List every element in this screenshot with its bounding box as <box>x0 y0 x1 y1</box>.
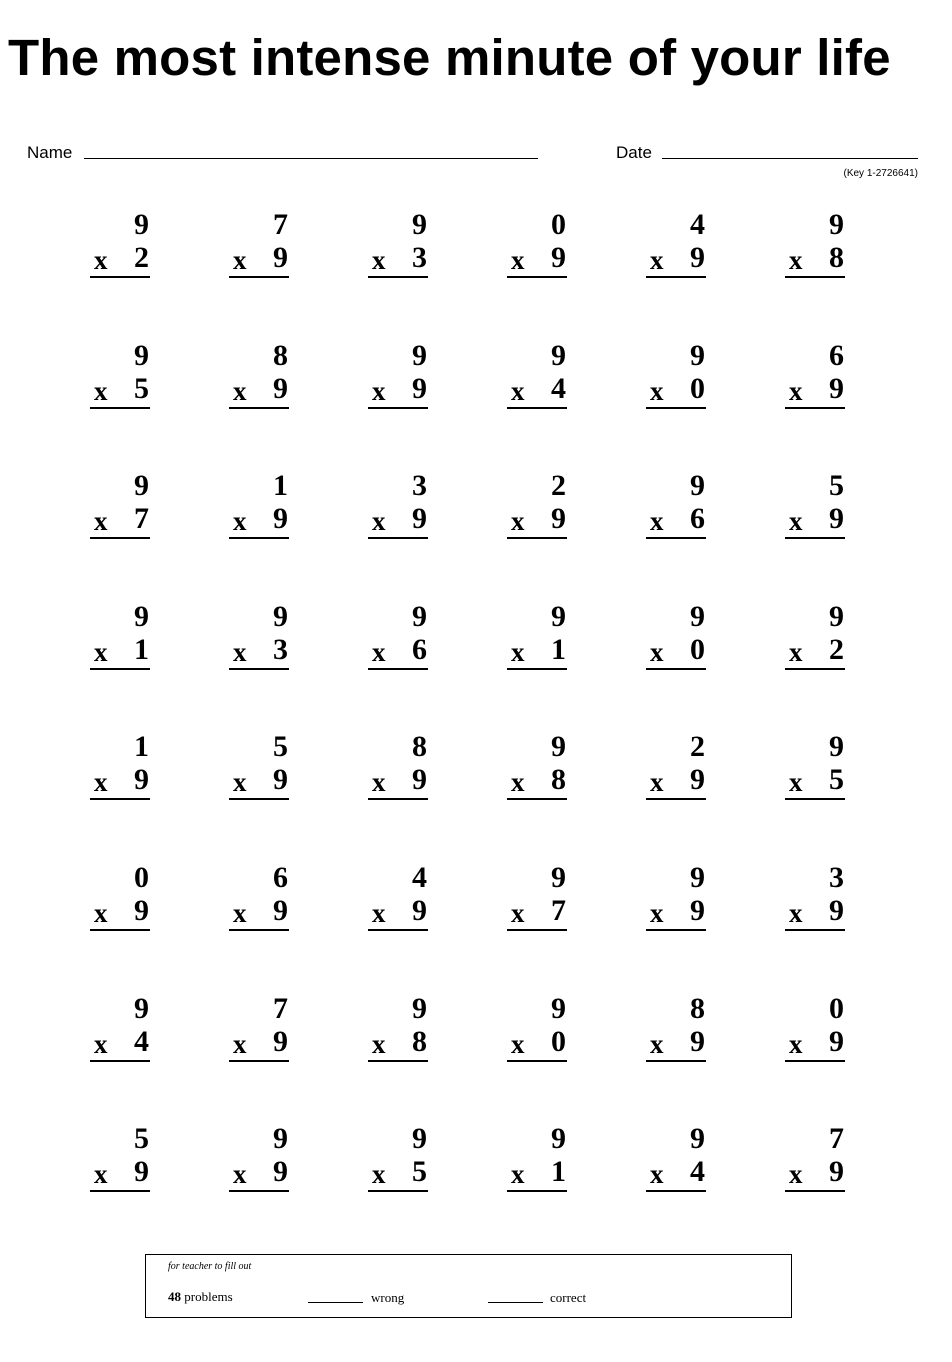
multiplier: 5 <box>134 371 149 405</box>
times-sign: x <box>650 245 664 275</box>
multiplicand: 9 <box>551 860 566 894</box>
times-sign: x <box>789 375 803 406</box>
times-sign: x <box>511 636 525 667</box>
problem-1 <box>68 207 207 337</box>
answer-line[interactable] <box>507 407 567 409</box>
answer-line[interactable] <box>785 1190 845 1192</box>
multiplier: 9 <box>134 1155 149 1189</box>
problem-34 <box>485 860 624 990</box>
times-sign: x <box>372 1028 386 1059</box>
multiplicand: 9 <box>412 991 427 1025</box>
multiplicand: 9 <box>690 469 705 503</box>
times-sign: x <box>789 767 803 798</box>
multiplier: 9 <box>273 241 288 274</box>
multiplier: 6 <box>412 632 427 666</box>
multiplicand: 2 <box>551 469 566 503</box>
times-sign: x <box>789 636 803 667</box>
answer-line[interactable] <box>646 1060 706 1062</box>
multiplier: 5 <box>412 1155 427 1189</box>
problem-6 <box>763 207 902 337</box>
times-sign: x <box>94 1159 108 1190</box>
answer-line[interactable] <box>646 537 706 539</box>
answer-line[interactable] <box>785 929 845 931</box>
multiplicand: 8 <box>412 730 427 764</box>
page-title: The most intense minute of your life <box>8 29 891 86</box>
answer-line[interactable] <box>368 537 428 539</box>
problem-19 <box>68 599 207 729</box>
problem-count-label: problems <box>184 1289 233 1304</box>
multiplicand: 0 <box>829 991 844 1025</box>
multiplicand: 5 <box>829 469 844 503</box>
multiplicand: 9 <box>690 860 705 894</box>
answer-line[interactable] <box>229 537 289 539</box>
times-sign: x <box>94 506 108 537</box>
multiplicand: 5 <box>134 1122 149 1156</box>
answer-line[interactable] <box>90 1190 150 1192</box>
multiplicand: 9 <box>690 338 705 372</box>
answer-line[interactable] <box>507 537 567 539</box>
problem-count <box>168 1289 233 1305</box>
multiplier: 3 <box>412 241 427 274</box>
times-sign: x <box>233 375 247 406</box>
problem-36 <box>763 860 902 990</box>
multiplicand: 0 <box>134 860 149 894</box>
multiplicand: 0 <box>551 208 566 241</box>
multiplier: 1 <box>551 1155 566 1189</box>
multiplier: 9 <box>690 1024 705 1058</box>
multiplicand: 9 <box>134 208 149 241</box>
multiplier: 9 <box>829 893 844 927</box>
answer-line[interactable] <box>368 276 428 278</box>
multiplier: 2 <box>829 632 844 666</box>
multiplicand: 9 <box>412 1122 427 1156</box>
multiplicand: 8 <box>690 991 705 1025</box>
multiplicand: 9 <box>690 599 705 633</box>
multiplier: 9 <box>690 893 705 927</box>
times-sign: x <box>789 1028 803 1059</box>
problem-29 <box>624 729 763 859</box>
name-label: Name <box>27 143 73 162</box>
problem-9 <box>346 338 485 468</box>
problem-35 <box>624 860 763 990</box>
multiplicand: 7 <box>273 208 288 241</box>
answer-line[interactable] <box>785 537 845 539</box>
multiplicand: 5 <box>273 730 288 764</box>
problem-47 <box>624 1121 763 1251</box>
multiplier: 9 <box>273 1155 288 1189</box>
multiplier: 4 <box>551 371 566 405</box>
multiplier: 9 <box>134 763 149 797</box>
problem-14 <box>207 468 346 598</box>
times-sign: x <box>233 245 247 275</box>
answer-line[interactable] <box>785 1060 845 1062</box>
problem-42 <box>763 991 902 1121</box>
times-sign: x <box>511 506 525 537</box>
multiplicand: 9 <box>273 599 288 633</box>
problem-17 <box>624 468 763 598</box>
multiplier: 4 <box>134 1024 149 1058</box>
times-sign: x <box>789 245 803 275</box>
times-sign: x <box>511 897 525 928</box>
answer-line[interactable] <box>507 1060 567 1062</box>
answer-line[interactable] <box>229 668 289 670</box>
answer-line[interactable] <box>785 668 845 670</box>
times-sign: x <box>650 1028 664 1059</box>
problem-13 <box>68 468 207 598</box>
multiplier: 9 <box>273 1024 288 1058</box>
problem-32 <box>207 860 346 990</box>
multiplicand: 7 <box>829 1122 844 1156</box>
answer-line[interactable] <box>646 929 706 931</box>
answer-line[interactable] <box>507 276 567 278</box>
times-sign: x <box>372 375 386 406</box>
problem-22 <box>485 599 624 729</box>
multiplier: 9 <box>273 763 288 797</box>
times-sign: x <box>233 636 247 667</box>
times-sign: x <box>233 767 247 798</box>
multiplier: 9 <box>412 502 427 536</box>
problem-43 <box>68 1121 207 1251</box>
answer-line[interactable] <box>507 929 567 931</box>
name-line[interactable] <box>84 158 538 159</box>
problem-5 <box>624 207 763 337</box>
problem-37 <box>68 991 207 1121</box>
answer-line[interactable] <box>368 1190 428 1192</box>
multiplicand: 9 <box>551 599 566 633</box>
times-sign: x <box>511 1159 525 1190</box>
multiplicand: 1 <box>273 469 288 503</box>
answer-line[interactable] <box>646 276 706 278</box>
problem-16 <box>485 468 624 598</box>
multiplier: 1 <box>551 632 566 666</box>
multiplier: 9 <box>412 893 427 927</box>
times-sign: x <box>789 897 803 928</box>
multiplier: 9 <box>412 763 427 797</box>
multiplier: 1 <box>134 632 149 666</box>
multiplier: 3 <box>273 632 288 666</box>
multiplicand: 2 <box>690 730 705 764</box>
date-line[interactable] <box>662 158 918 159</box>
answer-line[interactable] <box>646 668 706 670</box>
times-sign: x <box>789 1159 803 1190</box>
problem-grid <box>68 207 902 1252</box>
multiplicand: 7 <box>273 991 288 1025</box>
multiplicand: 3 <box>829 860 844 894</box>
answer-line[interactable] <box>785 276 845 278</box>
multiplicand: 8 <box>273 338 288 372</box>
problem-12 <box>763 338 902 468</box>
multiplicand: 1 <box>134 730 149 764</box>
answer-line[interactable] <box>785 798 845 800</box>
multiplicand: 9 <box>273 1122 288 1156</box>
multiplier: 9 <box>134 893 149 927</box>
answer-line[interactable] <box>646 407 706 409</box>
multiplier: 9 <box>412 371 427 405</box>
times-sign: x <box>94 375 108 406</box>
multiplier: 9 <box>551 241 566 274</box>
multiplicand: 9 <box>690 1122 705 1156</box>
problem-31 <box>68 860 207 990</box>
answer-line[interactable] <box>507 1190 567 1192</box>
multiplicand: 3 <box>412 469 427 503</box>
answer-line[interactable] <box>229 1190 289 1192</box>
multiplicand: 4 <box>412 860 427 894</box>
multiplicand: 9 <box>551 1122 566 1156</box>
wrong-label: wrong <box>371 1290 405 1305</box>
times-sign: x <box>372 245 386 275</box>
times-sign: x <box>233 506 247 537</box>
multiplier: 9 <box>829 371 844 405</box>
multiplicand: 9 <box>829 730 844 764</box>
problem-46 <box>485 1121 624 1251</box>
problem-18 <box>763 468 902 598</box>
times-sign: x <box>372 1159 386 1190</box>
answer-line[interactable] <box>507 798 567 800</box>
times-sign: x <box>94 897 108 928</box>
multiplicand: 9 <box>412 208 427 241</box>
answer-line[interactable] <box>90 407 150 409</box>
answer-line[interactable] <box>646 798 706 800</box>
correct-blank[interactable] <box>488 1302 543 1303</box>
answer-line[interactable] <box>229 1060 289 1062</box>
problem-21 <box>346 599 485 729</box>
multiplier: 9 <box>690 763 705 797</box>
problem-45 <box>346 1121 485 1251</box>
multiplicand: 9 <box>134 991 149 1025</box>
times-sign: x <box>94 1028 108 1059</box>
multiplier: 8 <box>412 1024 427 1058</box>
problem-8 <box>207 338 346 468</box>
problem-11 <box>624 338 763 468</box>
multiplier: 4 <box>690 1155 705 1189</box>
multiplicand: 9 <box>412 338 427 372</box>
multiplier: 9 <box>829 1155 844 1189</box>
times-sign: x <box>372 767 386 798</box>
multiplicand: 9 <box>134 338 149 372</box>
times-sign: x <box>511 1028 525 1059</box>
answer-line[interactable] <box>368 1060 428 1062</box>
problem-48 <box>763 1121 902 1251</box>
answer-line[interactable] <box>90 798 150 800</box>
problem-27 <box>346 729 485 859</box>
problem-23 <box>624 599 763 729</box>
times-sign: x <box>233 1159 247 1190</box>
multiplier: 9 <box>829 502 844 536</box>
answer-line[interactable] <box>368 407 428 409</box>
times-sign: x <box>650 767 664 798</box>
problem-24 <box>763 599 902 729</box>
problem-count-number: 48 <box>168 1289 181 1304</box>
multiplicand: 9 <box>551 338 566 372</box>
answer-line[interactable] <box>229 276 289 278</box>
problem-33 <box>346 860 485 990</box>
multiplicand: 9 <box>134 469 149 503</box>
multiplier: 7 <box>551 893 566 927</box>
correct-label: correct <box>550 1290 587 1305</box>
multiplicand: 9 <box>134 599 149 633</box>
problem-40 <box>485 991 624 1121</box>
problem-7 <box>68 338 207 468</box>
answer-line[interactable] <box>507 668 567 670</box>
problem-41 <box>624 991 763 1121</box>
multiplier: 9 <box>273 893 288 927</box>
multiplicand: 9 <box>551 730 566 764</box>
multiplicand: 9 <box>829 599 844 633</box>
times-sign: x <box>650 636 664 667</box>
times-sign: x <box>233 1028 247 1059</box>
multiplier: 9 <box>829 1024 844 1058</box>
multiplier: 6 <box>690 502 705 536</box>
answer-line[interactable] <box>229 929 289 931</box>
answer-line[interactable] <box>90 929 150 931</box>
multiplier: 9 <box>690 241 705 274</box>
problem-2 <box>207 207 346 337</box>
multiplier: 9 <box>551 502 566 536</box>
problem-30 <box>763 729 902 859</box>
multiplicand: 4 <box>690 208 705 241</box>
problem-38 <box>207 991 346 1121</box>
times-sign: x <box>511 767 525 798</box>
date-label: Date <box>616 143 652 162</box>
multiplicand: 9 <box>412 599 427 633</box>
times-sign: x <box>372 506 386 537</box>
multiplicand: 9 <box>551 991 566 1025</box>
multiplier: 5 <box>829 763 844 797</box>
answer-line[interactable] <box>368 929 428 931</box>
times-sign: x <box>650 897 664 928</box>
answer-line[interactable] <box>785 407 845 409</box>
answer-line[interactable] <box>90 668 150 670</box>
problem-20 <box>207 599 346 729</box>
problem-15 <box>346 468 485 598</box>
times-sign: x <box>789 506 803 537</box>
answer-line[interactable] <box>368 798 428 800</box>
problem-10 <box>485 338 624 468</box>
problem-39 <box>346 991 485 1121</box>
multiplier: 0 <box>551 1024 566 1058</box>
answer-line[interactable] <box>229 798 289 800</box>
multiplicand: 6 <box>829 338 844 372</box>
problem-25 <box>68 729 207 859</box>
times-sign: x <box>650 506 664 537</box>
multiplier: 2 <box>134 241 149 274</box>
answer-line[interactable] <box>90 276 150 278</box>
times-sign: x <box>372 897 386 928</box>
answer-line[interactable] <box>90 537 150 539</box>
problem-26 <box>207 729 346 859</box>
multiplier: 9 <box>273 502 288 536</box>
times-sign: x <box>650 1159 664 1190</box>
times-sign: x <box>94 245 108 275</box>
multiplier: 8 <box>829 241 844 274</box>
multiplier: 0 <box>690 632 705 666</box>
times-sign: x <box>511 245 525 275</box>
answer-key-code: (Key 1-2726641) <box>843 168 918 179</box>
teacher-score-box <box>145 1254 792 1318</box>
times-sign: x <box>511 375 525 406</box>
teacher-note: for teacher to fill out <box>168 1261 252 1272</box>
multiplier: 9 <box>273 371 288 405</box>
multiplier: 8 <box>551 763 566 797</box>
times-sign: x <box>233 897 247 928</box>
times-sign: x <box>94 767 108 798</box>
problem-44 <box>207 1121 346 1251</box>
answer-line[interactable] <box>368 668 428 670</box>
problem-3 <box>346 207 485 337</box>
multiplier: 7 <box>134 502 149 536</box>
times-sign: x <box>650 375 664 406</box>
answer-line[interactable] <box>646 1190 706 1192</box>
wrong-blank[interactable] <box>308 1302 363 1303</box>
answer-line[interactable] <box>229 407 289 409</box>
problem-28 <box>485 729 624 859</box>
multiplicand: 6 <box>273 860 288 894</box>
multiplicand: 9 <box>829 208 844 241</box>
problem-4 <box>485 207 624 337</box>
times-sign: x <box>372 636 386 667</box>
times-sign: x <box>94 636 108 667</box>
multiplier: 0 <box>690 371 705 405</box>
answer-line[interactable] <box>90 1060 150 1062</box>
